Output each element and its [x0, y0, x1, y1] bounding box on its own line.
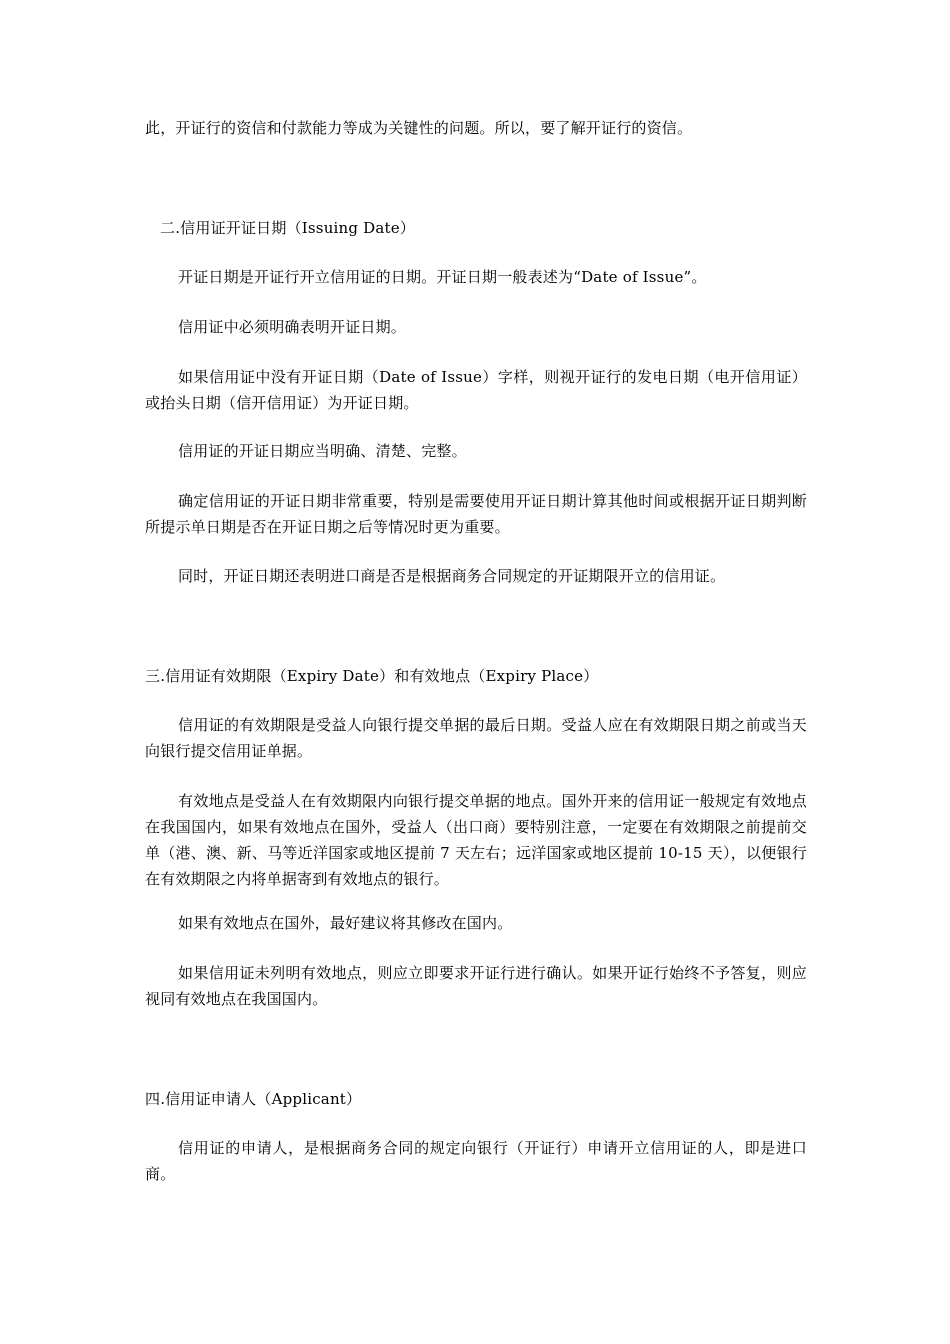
section-2-paragraph-5: 确定信用证的开证日期非常重要，特别是需要使用开证日期计算其他时间或根据开证日期判断所提示单日期是否在开证日期之后等情况时更为重要。	[145, 492, 807, 536]
section-3-paragraph-4: 如果信用证未列明有效地点，则应立即要求开证行进行确认。如果开证行始终不予答复，则应视同有效地点在我国国内。	[145, 964, 807, 1008]
section-2-paragraph-1: 开证日期是开证行开立信用证的日期。开证日期一般表述为“Date of Issue”。	[178, 268, 707, 286]
section-2-paragraph-2: 信用证中必须明确表明开证日期。	[178, 318, 407, 336]
intro-tail-paragraph: 此，开证行的资信和付款能力等成为关键性的问题。所以，要了解开证行的资信。	[145, 119, 693, 137]
section-2-heading: 二.信用证开证日期（Issuing Date）	[160, 219, 416, 237]
section-2-paragraph-4: 信用证的开证日期应当明确、清楚、完整。	[178, 442, 467, 460]
section-3-paragraph-1: 信用证的有效期限是受益人向银行提交单据的最后日期。受益人应在有效期限日期之前或当天向银行提交信用证单据。	[145, 716, 807, 760]
section-3-heading: 三.信用证有效期限（Expiry Date）和有效地点（Expiry Place）	[145, 667, 599, 685]
section-2-paragraph-3: 如果信用证中没有开证日期（Date of Issue）字样，则视开证行的发电日期（电开信用证）或抬头日期（信开信用证）为开证日期。	[145, 368, 807, 412]
section-3-paragraph-3: 如果有效地点在国外，最好建议将其修改在国内。	[178, 914, 513, 932]
section-4-heading: 四.信用证申请人（Applicant）	[145, 1090, 362, 1108]
section-4-paragraph-1: 信用证的申请人，是根据商务合同的规定向银行（开证行）申请开立信用证的人，即是进口商。	[145, 1139, 807, 1183]
section-3-paragraph-2: 有效地点是受益人在有效期限内向银行提交单据的地点。国外开来的信用证一般规定有效地点在我国国内，如果有效地点在国外，受益人（出口商）要特别注意，一定要在有效期限之前提前交单（港、澳、新、马等近洋国家或地区提前 7 天左右；远洋国家或地区提前 10-15 天），以便银行在有效期限之内将单据寄到有效地点的银行。	[145, 792, 807, 888]
section-2-paragraph-6: 同时，开证日期还表明进口商是否是根据商务合同规定的开证期限开立的信用证。	[178, 567, 726, 585]
